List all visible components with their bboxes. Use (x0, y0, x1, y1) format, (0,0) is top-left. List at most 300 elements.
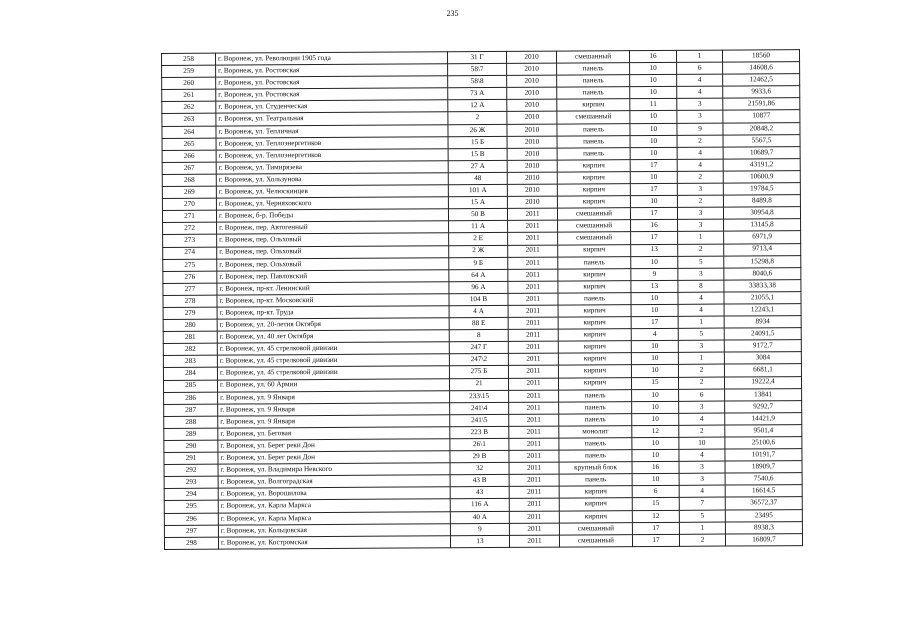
cell-year: 2011 (508, 257, 558, 269)
cell-house-number: 40 А (450, 511, 509, 523)
cell-material: смешанный (556, 51, 629, 64)
cell-floors: 10 (630, 135, 677, 147)
housing-table (161, 49, 803, 550)
cell-area: 6681,1 (724, 364, 801, 377)
cell-address: г. Воронеж, ул. Волгоградская (218, 475, 450, 489)
cell-house-number: 13 (450, 535, 509, 547)
cell-floors: 13 (631, 280, 678, 292)
cell-address: г. Воронеж, пер. Ольховый (217, 257, 449, 271)
cell-area: 9501,4 (725, 424, 802, 437)
cell-material: кирпич (558, 268, 631, 281)
cell-house-number: 12 А (448, 100, 507, 112)
cell-area: 8934 (724, 316, 801, 329)
cell-house-number: 43 В (450, 475, 509, 487)
cell-floors: 10 (630, 171, 677, 183)
cell-entrances: 5 (678, 328, 724, 340)
cell-row-number: 280 (163, 319, 217, 331)
cell-year: 2011 (507, 208, 557, 220)
cell-row-number: 267 (162, 162, 216, 174)
cell-row-number: 293 (164, 476, 218, 488)
cell-address: г. Воронеж, ул. Ворошилова (218, 487, 450, 501)
cell-area: 9713,4 (724, 243, 801, 256)
cell-entrances: 3 (679, 401, 725, 413)
cell-year: 2011 (509, 462, 559, 474)
cell-entrances: 4 (679, 449, 725, 461)
cell-row-number: 278 (163, 295, 217, 307)
cell-entrances: 8 (678, 280, 724, 292)
cell-row-number: 296 (164, 513, 218, 525)
cell-address: г. Воронеж, ул. Карла Маркса (218, 499, 450, 513)
cell-house-number: 4 А (449, 305, 508, 317)
cell-material: смешанный (559, 534, 632, 547)
table-body (162, 50, 803, 550)
cell-area: 5567,5 (723, 134, 800, 147)
cell-floors: 10 (631, 292, 678, 304)
cell-address: г. Воронеж, ул. Хользунова (216, 173, 448, 187)
cell-row-number: 295 (164, 501, 218, 513)
cell-material: кирпич (558, 377, 631, 390)
cell-entrances: 1 (679, 522, 725, 534)
cell-entrances: 2 (678, 244, 724, 256)
cell-year: 2011 (508, 378, 558, 390)
cell-year: 2011 (509, 499, 559, 511)
cell-entrances: 3 (677, 183, 723, 195)
cell-floors: 17 (632, 534, 679, 546)
cell-material: панель (559, 450, 632, 463)
cell-entrances: 4 (679, 485, 725, 497)
cell-row-number: 266 (162, 150, 216, 162)
cell-row-number: 277 (163, 283, 217, 295)
cell-area: 9172,7 (724, 340, 801, 353)
cell-address: г. Воронеж, ул. 9 Января (218, 402, 450, 416)
cell-entrances: 5 (679, 510, 725, 522)
cell-floors: 13 (631, 244, 678, 256)
cell-area: 9933,6 (723, 86, 800, 99)
cell-entrances: 4 (678, 304, 724, 316)
cell-entrances: 7 (679, 498, 725, 510)
cell-address: г. Воронеж, ул. Челюскинцев (216, 185, 448, 199)
cell-material: кирпич (558, 341, 631, 354)
cell-address: г. Воронеж, ул. Ростовская (216, 88, 448, 102)
cell-material: кирпич (557, 172, 630, 185)
cell-row-number: 283 (163, 356, 217, 368)
cell-area: 14421,9 (725, 412, 802, 425)
cell-house-number: 26\1 (450, 438, 509, 450)
cell-row-number: 285 (163, 380, 217, 392)
cell-row-number: 274 (163, 247, 217, 259)
cell-entrances: 3 (677, 207, 723, 219)
cell-floors: 12 (632, 510, 679, 522)
cell-year: 2010 (507, 184, 557, 196)
cell-floors: 16 (629, 50, 676, 62)
cell-house-number: 247\2 (449, 354, 508, 366)
cell-floors: 15 (632, 498, 679, 510)
cell-floors: 10 (632, 449, 679, 461)
cell-house-number: 27 А (448, 160, 507, 172)
cell-area: 10600,9 (723, 171, 800, 184)
cell-row-number: 262 (162, 102, 216, 114)
cell-material: кирпич (558, 365, 631, 378)
cell-year: 2010 (507, 63, 557, 75)
cell-entrances: 2 (677, 171, 723, 183)
cell-row-number: 258 (162, 53, 216, 65)
document-sheet (161, 49, 803, 550)
cell-address: г. Воронеж, ул. 45 стрелковой дивизии (217, 366, 449, 380)
cell-entrances: 3 (679, 461, 725, 473)
cell-year: 2010 (507, 136, 557, 148)
cell-material: смешанный (557, 111, 630, 124)
cell-row-number: 298 (164, 537, 218, 549)
cell-entrances: 2 (678, 365, 724, 377)
cell-house-number: 116 А (450, 499, 509, 511)
cell-entrances: 3 (679, 473, 725, 485)
cell-row-number: 291 (164, 452, 218, 464)
cell-floors: 10 (632, 474, 679, 486)
cell-entrances: 6 (679, 389, 725, 401)
cell-area: 21591,86 (723, 98, 800, 111)
cell-area: 36572,37 (725, 497, 802, 510)
cell-year: 2010 (507, 99, 557, 111)
cell-area: 10877 (723, 110, 800, 123)
cell-material: кирпич (559, 498, 632, 511)
cell-year: 2011 (508, 293, 558, 305)
cell-house-number: 104 В (449, 293, 508, 305)
cell-floors: 10 (632, 389, 679, 401)
cell-year: 2011 (508, 305, 558, 317)
cell-material: кирпич (558, 244, 631, 257)
cell-floors: 17 (632, 522, 679, 534)
cell-material: кирпич (558, 305, 631, 318)
cell-floors: 10 (631, 353, 678, 365)
cell-area: 12462,5 (723, 74, 800, 87)
cell-address: г. Воронеж, ул. 20-летия Октября (217, 318, 449, 332)
cell-material: панель (557, 63, 630, 76)
cell-address: г. Воронеж, ул. Берег реки Дон (218, 439, 450, 453)
cell-floors: 10 (631, 304, 678, 316)
cell-entrances: 1 (678, 316, 724, 328)
cell-area: 21055,1 (724, 291, 801, 304)
cell-house-number: 2 (448, 112, 507, 124)
cell-year: 2011 (508, 245, 558, 257)
cell-material: панель (557, 147, 630, 160)
cell-floors: 10 (630, 195, 677, 207)
cell-area: 8938,3 (725, 521, 802, 534)
cell-address: г. Воронеж, пр-кт. Ленинский (217, 282, 449, 296)
cell-area: 14608,6 (723, 62, 800, 75)
cell-year: 2011 (508, 366, 558, 378)
cell-row-number: 284 (163, 368, 217, 380)
cell-row-number: 260 (162, 77, 216, 89)
table-row (164, 533, 802, 549)
cell-area: 10191,7 (725, 449, 802, 462)
cell-house-number: 11 А (449, 221, 508, 233)
cell-house-number: 9 Б (449, 257, 508, 269)
cell-area: 7540,6 (725, 473, 802, 486)
cell-house-number: 241\5 (450, 414, 509, 426)
cell-area: 9292,7 (725, 400, 802, 413)
cell-address: г. Воронеж, ул. 40 лет Октября (217, 330, 449, 344)
cell-area: 16614,5 (725, 485, 802, 498)
cell-row-number: 269 (162, 186, 216, 198)
cell-area: 3084 (724, 352, 801, 365)
cell-area: 43191,2 (723, 158, 800, 171)
cell-area: 16809,7 (725, 533, 802, 546)
cell-year: 2011 (509, 486, 559, 498)
cell-floors: 17 (631, 316, 678, 328)
cell-row-number: 268 (162, 174, 216, 186)
cell-row-number: 270 (162, 198, 216, 210)
cell-address: г. Воронеж, пр-кт. Труда (217, 306, 449, 320)
cell-material: панель (559, 389, 632, 402)
cell-material: панель (557, 135, 630, 148)
cell-floors: 10 (630, 62, 677, 74)
cell-area: 6971,9 (724, 231, 801, 244)
cell-house-number: 21 (449, 378, 508, 390)
cell-floors: 17 (630, 159, 677, 171)
cell-year: 2011 (509, 426, 559, 438)
cell-area: 19222,4 (724, 376, 801, 389)
cell-area: 8489,8 (723, 195, 800, 208)
cell-row-number: 265 (162, 138, 216, 150)
cell-material: панель (558, 256, 631, 269)
cell-material: кирпич (558, 317, 631, 330)
cell-row-number: 261 (162, 89, 216, 101)
cell-entrances: 3 (677, 111, 723, 123)
cell-area: 13841 (725, 388, 802, 401)
cell-year: 2011 (508, 341, 558, 353)
cell-address: г. Воронеж, ул. Черняховского (216, 197, 448, 211)
cell-house-number: 2 Е (449, 233, 508, 245)
cell-material: кирпич (558, 353, 631, 366)
cell-area: 30954,8 (723, 207, 800, 220)
cell-area: 18560 (722, 50, 799, 63)
cell-material: кирпич (559, 486, 632, 499)
cell-entrances: 1 (676, 50, 722, 62)
cell-row-number: 294 (164, 489, 218, 501)
cell-material: панель (558, 293, 631, 306)
cell-area: 19784,5 (723, 183, 800, 196)
cell-house-number: 223 В (450, 426, 509, 438)
cell-year: 2010 (506, 51, 556, 63)
cell-entrances: 4 (679, 413, 725, 425)
cell-address: г. Воронеж, ул. 9 Января (218, 390, 450, 404)
cell-house-number: 73 А (448, 88, 507, 100)
cell-address: г. Воронеж, ул. Тепличная (216, 124, 448, 138)
cell-material: монолит (559, 426, 632, 439)
cell-material: панель (559, 413, 632, 426)
cell-address: г. Воронеж, ул. Ростовская (216, 76, 448, 90)
cell-row-number: 289 (164, 428, 218, 440)
cell-house-number: 247 Г (449, 342, 508, 354)
cell-year: 2010 (507, 112, 557, 124)
cell-address: г. Воронеж, ул. Беговая (218, 427, 450, 441)
cell-entrances: 2 (677, 195, 723, 207)
cell-year: 2011 (509, 511, 559, 523)
cell-floors: 16 (631, 220, 678, 232)
cell-year: 2011 (509, 535, 559, 547)
cell-floors: 10 (632, 413, 679, 425)
cell-row-number: 276 (163, 271, 217, 283)
cell-year: 2011 (508, 353, 558, 365)
cell-year: 2011 (509, 390, 559, 402)
cell-entrances: 1 (678, 352, 724, 364)
cell-house-number: 43 (450, 487, 509, 499)
cell-year: 2011 (509, 438, 559, 450)
cell-material: кирпич (558, 329, 631, 342)
cell-year: 2011 (509, 414, 559, 426)
cell-row-number: 282 (163, 343, 217, 355)
cell-entrances: 2 (678, 377, 724, 389)
cell-address: г. Воронеж, ул. 45 стрелковой дивизии (217, 342, 449, 356)
cell-address: г. Воронеж, ул. Тимирязева (216, 161, 448, 175)
cell-row-number: 271 (162, 210, 216, 222)
cell-entrances: 3 (678, 268, 724, 280)
cell-floors: 10 (631, 341, 678, 353)
cell-address: г. Воронеж, ул. Революции 1905 года (216, 52, 448, 66)
cell-address: г. Воронеж, ул. Ростовская (216, 64, 448, 78)
cell-year: 2010 (507, 124, 557, 136)
cell-address: г. Воронеж, ул. Берег реки Дон (218, 451, 450, 465)
cell-year: 2011 (508, 329, 558, 341)
cell-area: 15298,8 (724, 255, 801, 268)
cell-floors: 4 (631, 329, 678, 341)
cell-row-number: 275 (163, 259, 217, 271)
cell-address: г. Воронеж, пер. Ольховый (217, 233, 449, 247)
cell-area: 10689,7 (723, 146, 800, 159)
cell-material: панель (559, 474, 632, 487)
cell-row-number: 287 (164, 404, 218, 416)
cell-row-number: 288 (164, 416, 218, 428)
cell-floors: 17 (630, 208, 677, 220)
cell-address: г. Воронеж, ул. Кольцовская (218, 523, 450, 537)
cell-row-number: 281 (163, 331, 217, 343)
cell-area: 23495 (725, 509, 802, 522)
cell-area: 8040,6 (724, 267, 801, 280)
cell-entrances: 2 (677, 135, 723, 147)
cell-row-number: 290 (164, 440, 218, 452)
cell-entrances: 1 (678, 231, 724, 243)
cell-house-number: 48 (448, 172, 507, 184)
cell-area: 18909,7 (725, 461, 802, 474)
cell-material: смешанный (557, 208, 630, 221)
cell-year: 2010 (507, 160, 557, 172)
cell-row-number: 292 (164, 464, 218, 476)
cell-material: смешанный (558, 220, 631, 233)
cell-address: г. Воронеж, ул. Владимира Невского (218, 463, 450, 477)
cell-year: 2011 (509, 523, 559, 535)
cell-row-number: 286 (164, 392, 218, 404)
cell-entrances: 6 (677, 62, 723, 74)
cell-year: 2010 (507, 75, 557, 87)
cell-floors: 17 (630, 183, 677, 195)
cell-house-number: 58\8 (448, 76, 507, 88)
cell-area: 33833,38 (724, 279, 801, 292)
cell-material: смешанный (558, 232, 631, 245)
cell-year: 2011 (509, 402, 559, 414)
cell-material: кирпич (557, 184, 630, 197)
cell-year: 2011 (508, 220, 558, 232)
cell-year: 2010 (507, 196, 557, 208)
cell-floors: 15 (631, 377, 678, 389)
cell-address: г. Воронеж, пер. Ольховый (217, 245, 449, 259)
cell-row-number: 259 (162, 65, 216, 77)
cell-material: кирпич (557, 159, 630, 172)
cell-house-number: 32 (450, 463, 509, 475)
cell-entrances: 4 (677, 159, 723, 171)
cell-row-number: 279 (163, 307, 217, 319)
cell-floors: 10 (630, 147, 677, 159)
cell-row-number: 263 (162, 114, 216, 126)
cell-entrances: 2 (679, 534, 725, 546)
cell-year: 2011 (509, 474, 559, 486)
cell-row-number: 297 (164, 525, 218, 537)
cell-address: г. Воронеж, ул. 45 стрелковой дивизии (217, 354, 449, 368)
cell-house-number: 26 Ж (448, 124, 507, 136)
cell-address: г. Воронеж, ул. 9 Января (218, 415, 450, 429)
cell-entrances: 3 (678, 219, 724, 231)
cell-year: 2011 (508, 269, 558, 281)
cell-address: г. Воронеж, пер. Автогенный (217, 221, 449, 235)
cell-material: смешанный (559, 522, 632, 535)
cell-year: 2010 (507, 148, 557, 160)
cell-area: 24091,5 (724, 328, 801, 341)
cell-house-number: 88 Е (449, 317, 508, 329)
cell-floors: 10 (630, 75, 677, 87)
cell-floors: 10 (632, 401, 679, 413)
cell-house-number: 9 (450, 523, 509, 535)
cell-material: панель (557, 87, 630, 100)
cell-area: 13145,8 (724, 219, 801, 232)
cell-year: 2011 (509, 450, 559, 462)
cell-house-number: 50 В (448, 209, 507, 221)
cell-floors: 10 (632, 437, 679, 449)
cell-address: г. Воронеж, ул. Студенческая (216, 100, 448, 114)
cell-row-number: 272 (163, 222, 217, 234)
cell-house-number: 233\15 (450, 390, 509, 402)
cell-entrances: 4 (677, 147, 723, 159)
cell-floors: 16 (632, 462, 679, 474)
cell-address: г. Воронеж, пер. Павловский (217, 269, 449, 283)
cell-material: кирпич (559, 510, 632, 523)
cell-house-number: 8 (449, 330, 508, 342)
cell-material: кирпич (558, 280, 631, 293)
cell-floors: 11 (630, 99, 677, 111)
cell-entrances: 4 (677, 74, 723, 86)
cell-address: г. Воронеж, ул. Театральная (216, 112, 448, 126)
cell-floors: 9 (631, 268, 678, 280)
cell-house-number: 29 В (450, 450, 509, 462)
cell-material: крупный блок (559, 462, 632, 475)
cell-floors: 10 (630, 111, 677, 123)
cell-year: 2011 (508, 317, 558, 329)
cell-address: г. Воронеж, ул. Теплоэнергетиков (216, 148, 448, 162)
cell-year: 2011 (508, 232, 558, 244)
cell-address: г. Воронеж, б-р. Победы (216, 209, 448, 223)
cell-floors: 6 (632, 486, 679, 498)
cell-material: панель (559, 401, 632, 414)
cell-house-number: 2 Ж (449, 245, 508, 257)
cell-floors: 10 (631, 256, 678, 268)
cell-material: панель (557, 123, 630, 136)
cell-floors: 10 (631, 365, 678, 377)
cell-house-number: 31 Г (447, 51, 506, 63)
cell-house-number: 15 А (448, 197, 507, 209)
cell-house-number: 58\7 (448, 63, 507, 75)
cell-entrances: 9 (677, 123, 723, 135)
cell-year: 2010 (507, 172, 557, 184)
page-number: 235 (446, 9, 459, 18)
cell-entrances: 3 (678, 340, 724, 352)
